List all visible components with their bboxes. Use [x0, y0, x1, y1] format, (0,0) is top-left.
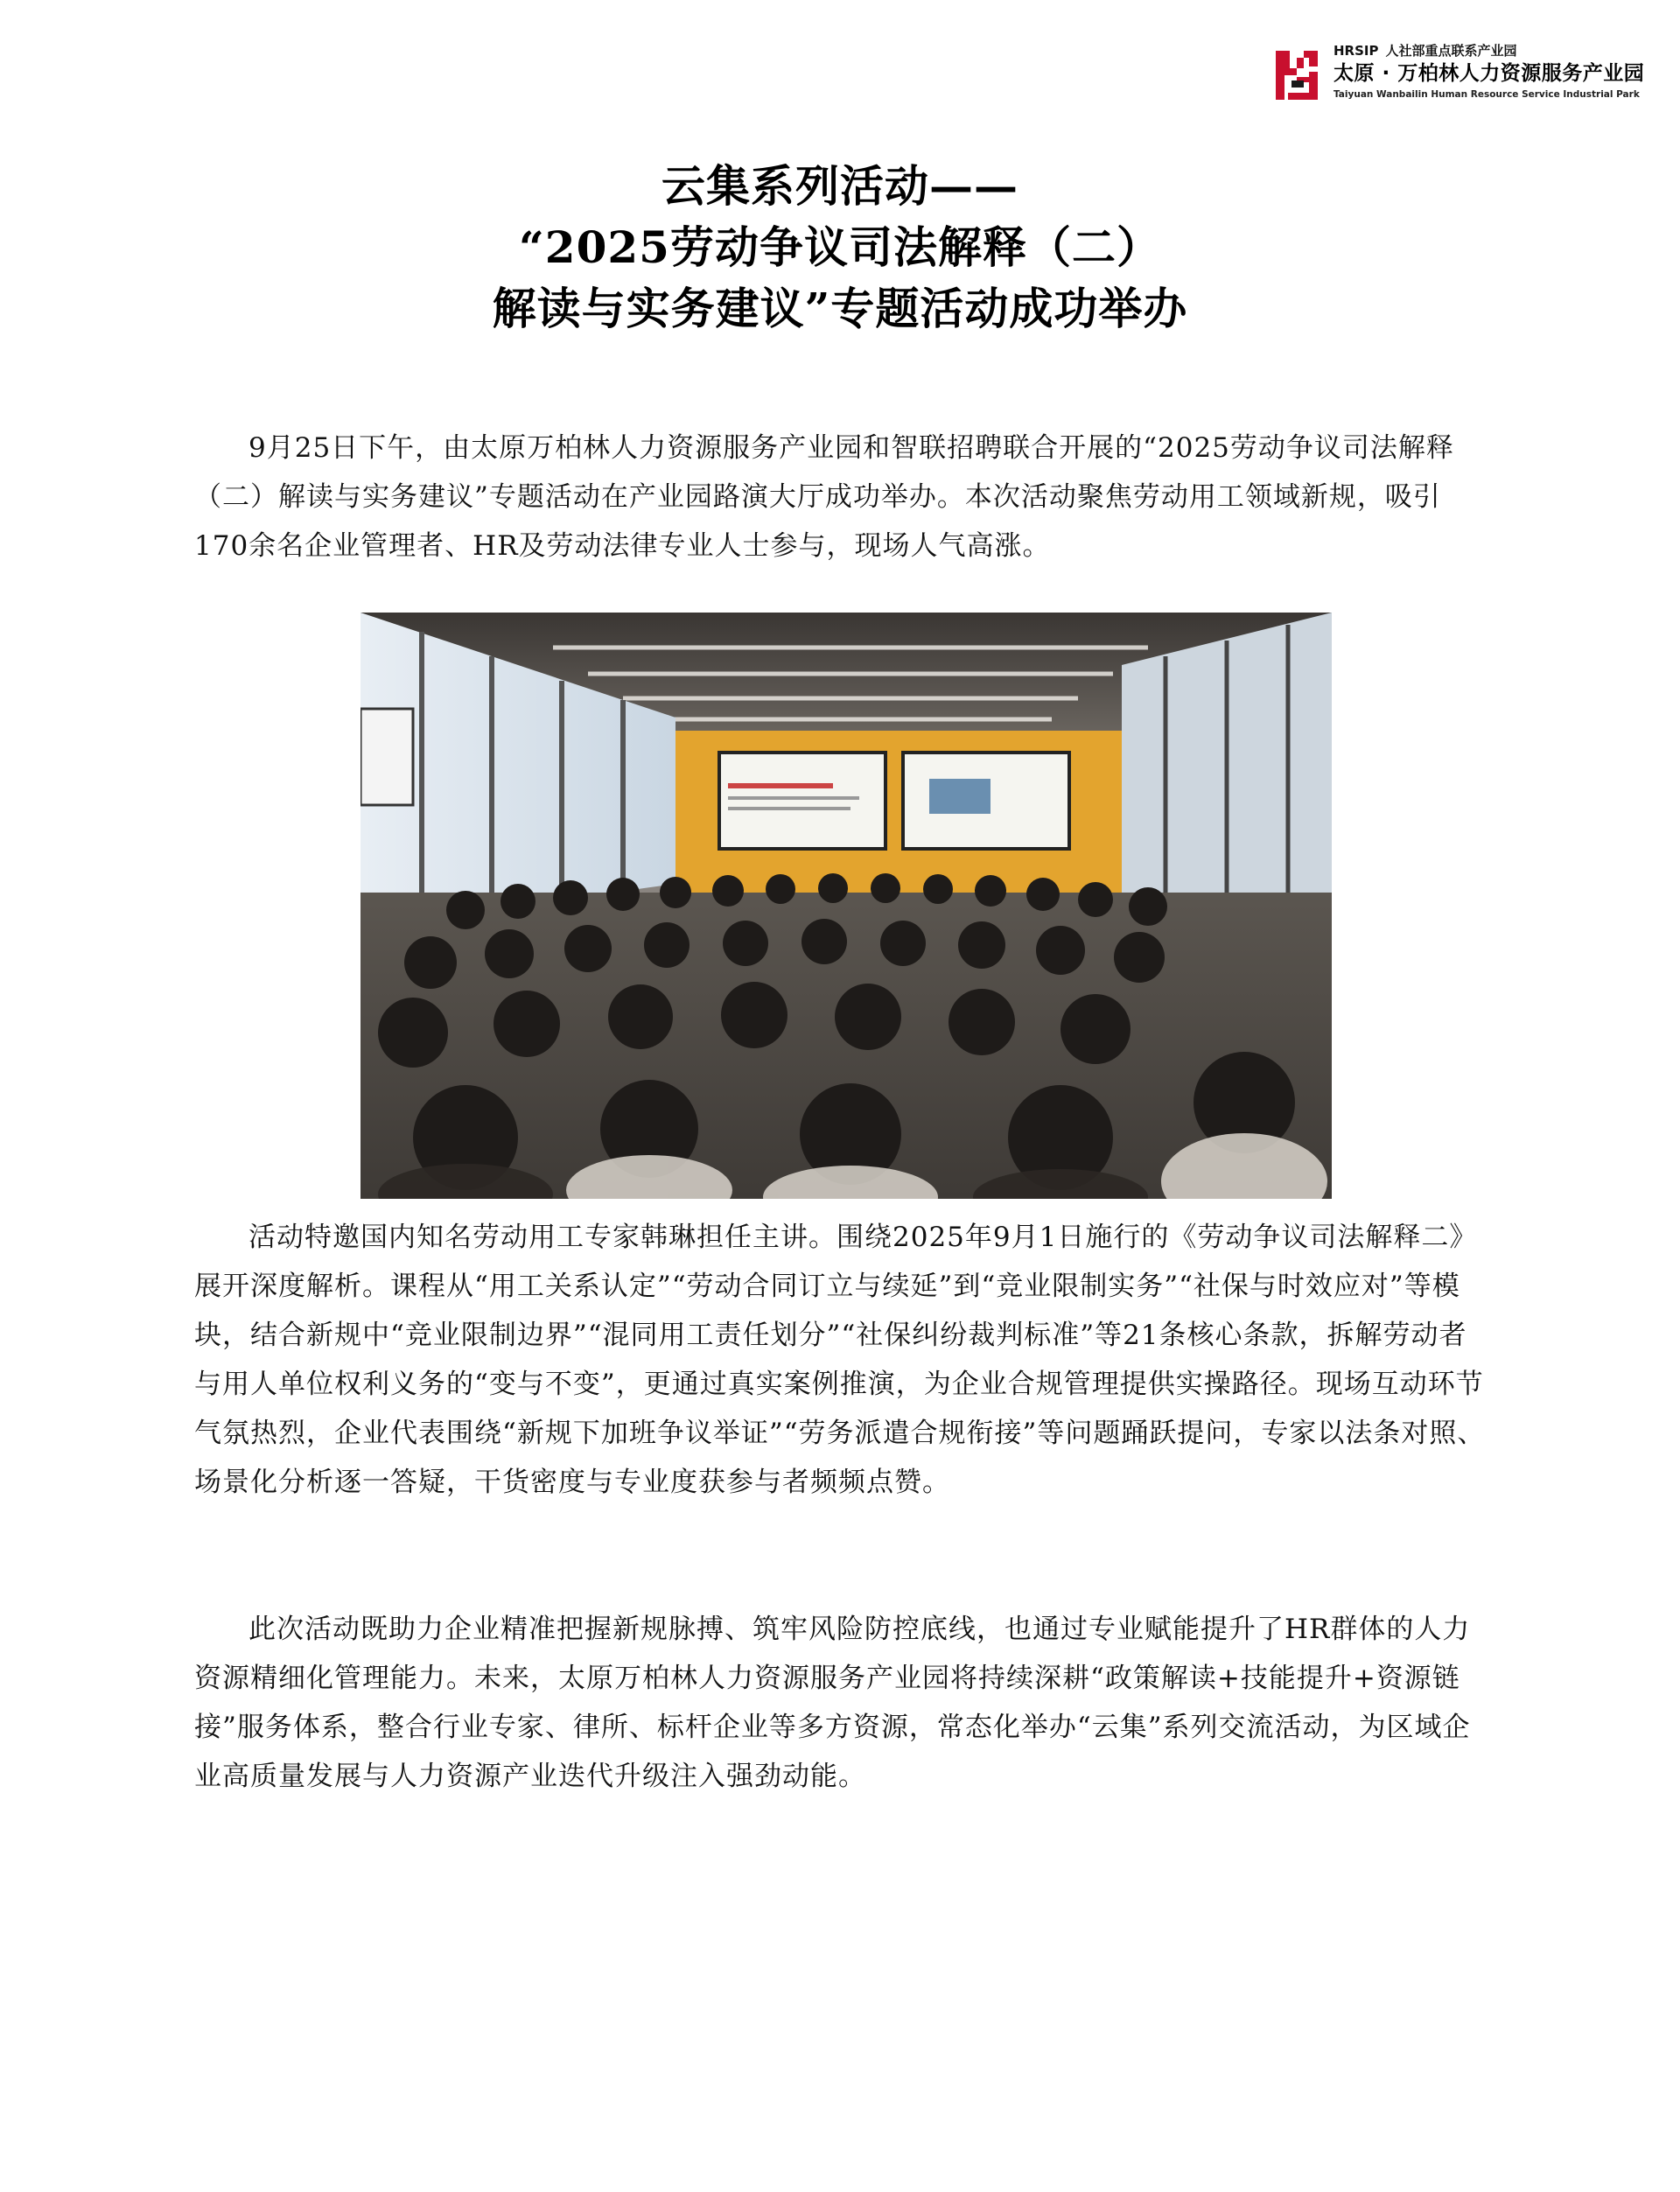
title-line-1: 云集系列活动—— — [662, 160, 1018, 212]
park-logo — [1270, 42, 1645, 112]
event-photo — [360, 613, 1332, 1199]
article-paragraph-3: 此次活动既助力企业精准把握新规脉搏、筑牢风险防控底线，也通过专业赋能提升了HR群体的人力资源精细化管理能力。未来，太原万柏林人力资源服务产业园将持续深耕“政策解读+技能提升+资源链接”服务体系，整合行业专家、律所、标杆企业等多方资源，常态化举办“云集”系列交流活动，为区域企业高质量发展与人力资源产业迭代升级注入强劲动能。 — [194, 1614, 1471, 1792]
article-title — [0, 156, 1680, 340]
article-paragraph-1: 9月25日下午，由太原万柏林人力资源服务产业园和智联招聘联合开展的“2025劳动争议司法解释（二）解读与实务建议”专题活动在产业园路演大厅成功举办。本次活动聚焦劳动用工领域新规，吸引170余名企业管理者、HR及劳动法律专业人士参与，现场人气高涨。 — [194, 432, 1454, 562]
event-audience-photo-icon — [360, 613, 1332, 1199]
title-line-3: 解读与实务建议”专题活动成功举办 — [492, 283, 1188, 334]
logo-name-cn: 太原 · 万柏林人力资源服务产业园 — [1334, 62, 1645, 85]
logo-hrsip-text: HRSIP — [1334, 43, 1379, 59]
title-line-2: “2025劳动争议司法解释（二） — [519, 221, 1161, 273]
logo-name-en: Taiyuan Wanbailin Human Resource Service Industrial Park — [1334, 89, 1640, 100]
logo-tagline: 人社部重点联系产业园 — [1385, 43, 1517, 59]
article-paragraph-2: 活动特邀国内知名劳动用工专家韩琳担任主讲。围绕2025年9月1日施行的《劳动争议司法解释二》展开深度解析。课程从“用工关系认定”“劳动合同订立与续延”到“竞业限制实务”“社保与时效应对”等模块，结合新规中“竞业限制边界”“混同用工责任划分”“社保纠纷裁判标准”等21条核心条款，拆解劳动者与用人单位权利义务的“变与不变”，更通过真实案例推演，为企业合规管理提供实操路径。现场互动环节气氛热烈，企业代表围绕“新规下加班争议举证”“劳务派遣合规衔接”等问题踊跃提问，专家以法条对照、场景化分析逐一答疑，干货密度与专业度获参与者频频点赞。 — [194, 1222, 1486, 1498]
hrsip-logo-icon — [1270, 46, 1323, 105]
